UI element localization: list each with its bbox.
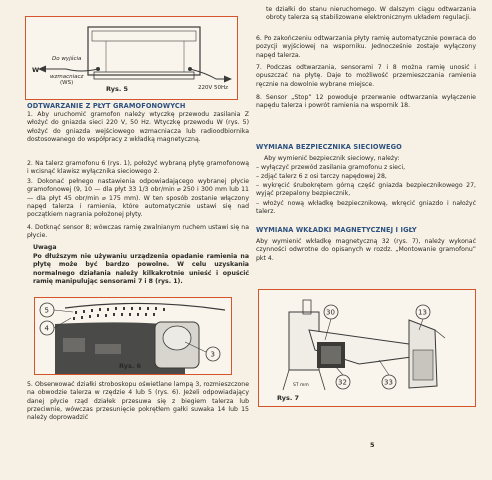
turntable-platter-edge bbox=[65, 303, 225, 310]
label-w: W bbox=[32, 66, 40, 74]
arrow-w-icon bbox=[38, 66, 46, 73]
heading-odtwarzanie: ODTWARZANIE Z PŁYT GRAMOFONOWYCH bbox=[27, 102, 186, 110]
figure-5-drawing bbox=[26, 17, 237, 99]
heading-bezpiecznik: WYMIANA BEZPIECZNIKA SIECIOWEGO bbox=[256, 143, 402, 151]
figure-5-box bbox=[25, 16, 238, 100]
uwaga-text: Po dłuższym nie używaniu urządzenia opadanie ramienia na płytę może być bardzo powolne. W celu uzyskania normalnego działania należy kilkakrotnie unieść i opuścić ramię manipulując sensorami 7 i 8 (rys. 1). bbox=[33, 253, 249, 285]
figure-5-caption: Rys. 5 bbox=[106, 85, 129, 93]
heading-wkladka: WYMIANA WKŁADKI MAGNETYCZNEJ I IGŁY bbox=[256, 226, 417, 234]
strobe-lamp bbox=[163, 326, 191, 350]
figure-7-caption: Rys. 7 bbox=[277, 394, 300, 402]
paragraph-1: 1. Aby uruchomić gramofon należy wtyczkę przewodu zasilania Z włożyć do gniazda sieci 220 V, 50 Hz. Wtyczkę przewodu W (rys. 5) włożyć do gniazda wejściowego wzmacniacza lub radioodbiornika dostosowanego do współpracy z wkładką magnetyczną. bbox=[27, 111, 249, 143]
figure-7-box bbox=[258, 289, 476, 407]
paragraph-6: 6. Po zakończeniu odtwarzania płyty ramię automatycznie powraca do pozycji wyjściowej na wsporniku. Jednocześnie zostaje wyłączony napęd talerza. bbox=[256, 35, 476, 59]
paragraph-4: 4. Dotknąć sensor 8; wówczas ramię zwalnianym ruchem ustawi się na płycie. bbox=[27, 224, 249, 240]
turntable-top bbox=[92, 31, 196, 41]
label-13: 13 bbox=[418, 308, 427, 317]
paragraph-7: 7. Podczas odtwarzania, sensorami 7 i 8 można ramię unosić i opuszczać na płytę. Daje to możliwość przemieszczania ramienia ręcznie na dowolnie wybrane miejsce. bbox=[256, 64, 476, 88]
strobe-dots-lower bbox=[73, 313, 155, 320]
uwaga-title: Uwaga bbox=[33, 244, 57, 251]
fuse-list-2: – zdjąć talerz 6 z osi tarczy napędowej 28, bbox=[256, 173, 387, 180]
label-wzmacniacz: wzmacniacz bbox=[50, 74, 84, 80]
label-st-mm: ST mm bbox=[293, 383, 309, 388]
label-4: 4 bbox=[44, 324, 49, 333]
fuse-list-4: – włożyć nową wkładkę bezpiecznikową, wkręcić gniazdo i nałożyć talerz. bbox=[256, 200, 476, 216]
paragraph-3: 3. Dokonać pełnego nastawienia odpowiadającego wybranej płycie gramofonowej (9, 10 — dla płyt 33 1/3 obr/min ⌀ 250 i 300 mm lub 11 — dla płyt 45 obr/min ⌀ 175 mm). W ten sposób zostanie włączony napęd talerza i ramienia, które automatycznie ustawi się nad początkiem nagrania położonej płyty. bbox=[27, 178, 249, 219]
figure-7-drawing bbox=[259, 290, 475, 406]
label-30: 30 bbox=[326, 308, 335, 317]
label-do-wejscia: Do wyjścia bbox=[52, 56, 82, 62]
fuse-list-1: – wyłączyć przewód zasilania gramofonu z sieci, bbox=[256, 164, 406, 171]
arrow-z-icon bbox=[224, 76, 232, 83]
paragraph-2: 2. Na talerz gramofonu 6 (rys. 1), położyć wybraną płytę gramofonową i wcisnąć klawisz wyłącznika sieciowego 2. bbox=[27, 160, 249, 176]
figure-6-box bbox=[34, 297, 232, 375]
label-32: 32 bbox=[338, 378, 347, 387]
label-33: 33 bbox=[384, 378, 393, 387]
page-number: 5 bbox=[370, 441, 375, 449]
strobe-dots-upper bbox=[75, 307, 165, 314]
paragraph-continued: te działki do stanu nieruchomego. W dalszym ciągu odtwarzania obroty talerza są stabilizowane elektronicznym układem regulacji. bbox=[266, 6, 476, 22]
label-mains: 220V 50Hz bbox=[198, 85, 229, 91]
label-3: 3 bbox=[210, 350, 215, 359]
fuse-intro: Aby wymienić bezpiecznik sieciowy, należy: bbox=[264, 155, 400, 162]
turntable-body bbox=[88, 27, 200, 75]
label-5: 5 bbox=[44, 306, 49, 315]
paragraph-5: 5. Obserwować działki stroboskopu oświetlane lampą 3, rozmieszczone na obwodzie talerza w rzędzie 4 lub 5 (rys. 6). Jeżeli odpowiadający danej płycie rząd działek przesuwa się z biegiem talerza lub przeciwnie, wówczas przesunięcie pokrętłem gałki suwaka 14 lub 15 należy doprowadzić bbox=[27, 381, 249, 422]
figure-6-caption: Rys. 6 bbox=[119, 362, 142, 370]
cable-z bbox=[190, 69, 226, 79]
fuse-list-3: – wykręcić śrubokrętem górną część gniazda bezpiecznikowego 27, wyjąć przepalony bezpiecznik, bbox=[256, 182, 476, 198]
cartridge-paragraph: Aby wymienić wkładkę magnetyczną 32 (rys. 7), należy wykonać czynności odwrotne do opisanych w rozdz. „Montowanie gramofonu” pkt 4. bbox=[256, 238, 476, 262]
paragraph-8: 8. Sensor „Stop” 12 powoduje przerwanie odtwarzania wyłączenie napędu talerza i powrót ramienia na wspornik 18. bbox=[256, 94, 476, 110]
cable-w bbox=[46, 69, 98, 71]
label-wzm-sub: (WS) bbox=[60, 80, 74, 86]
